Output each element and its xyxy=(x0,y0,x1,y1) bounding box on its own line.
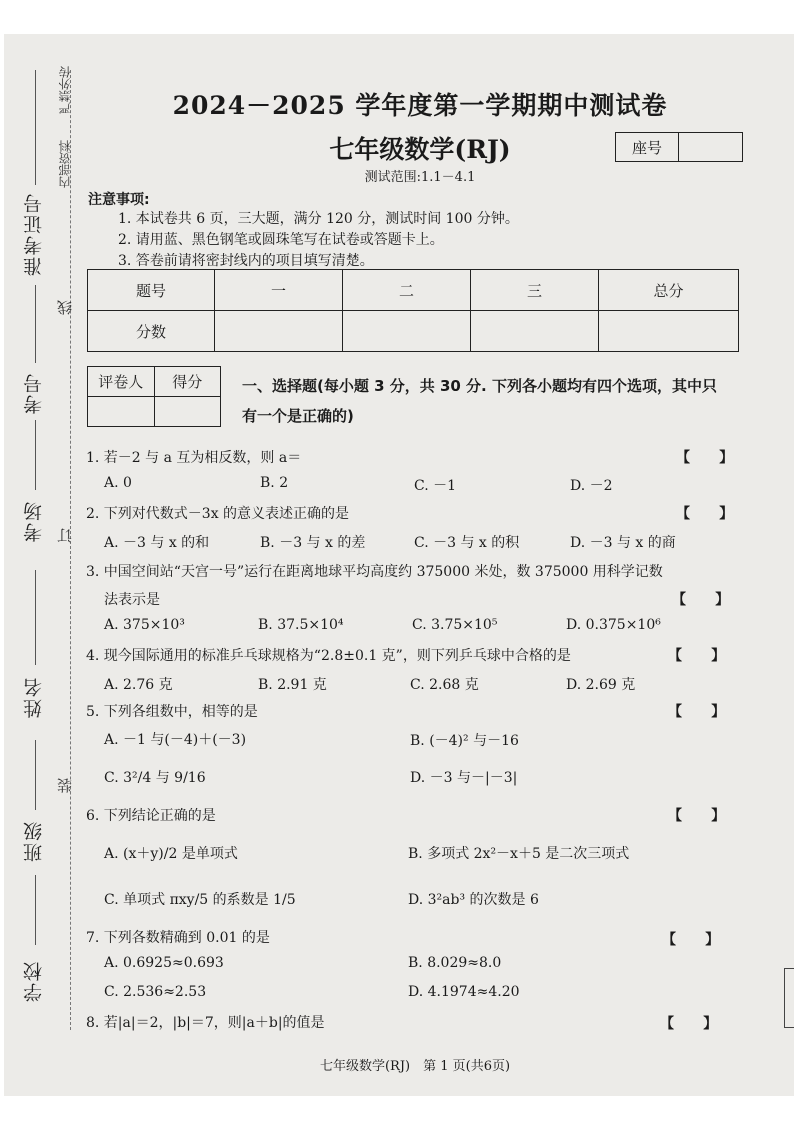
score-table xyxy=(87,269,739,352)
answer-bracket[interactable]: 【 】 xyxy=(660,1016,718,1032)
seat-number-field[interactable] xyxy=(679,133,742,161)
page-edge-mark xyxy=(784,968,794,1028)
option: A. (x＋y)/2 是单项式 xyxy=(104,846,238,862)
section-one-heading xyxy=(242,371,738,431)
option: D. 4.1974≈4.20 xyxy=(408,984,520,1000)
option: C. 2.68 克 xyxy=(410,677,479,693)
class-label: 班级 xyxy=(23,820,45,862)
option: B. (－4)² 与－16 xyxy=(410,733,519,749)
page-footer: 七年级数学(RJ) 第 1 页(共6页) xyxy=(319,1059,511,1074)
option: A. 0.6925≈0.693 xyxy=(104,955,224,971)
option: C. －3 与 x 的积 xyxy=(414,535,520,551)
option: D. 0.375×10⁶ xyxy=(566,617,661,633)
option: A. 0 xyxy=(104,475,132,491)
option: B. 2 xyxy=(260,475,289,491)
option: B. －3 与 x 的差 xyxy=(260,535,366,551)
grader-reviewer-label: 评卷人 xyxy=(88,367,155,397)
room-blank xyxy=(35,420,36,490)
question-8-stem: 8. 若|a|＝2，|b|＝7，则|a＋b|的值是 xyxy=(86,1015,325,1031)
option: B. 8.029≈8.0 xyxy=(408,955,502,971)
question-7-stem: 7. 下列各数精确到 0.01 的是 xyxy=(86,930,270,946)
section-one-line-2: 有一个是正确的) xyxy=(242,407,354,425)
seat-number-label: 座号 xyxy=(616,133,679,161)
score-header-cell: 三 xyxy=(471,270,599,311)
notice-item-3: 3. 答卷前请将密封线内的项目填写清楚。 xyxy=(118,253,374,269)
score-cell[interactable] xyxy=(343,311,471,352)
name-label: 姓名 xyxy=(23,676,45,718)
school-label: 学校 xyxy=(23,960,45,1002)
answer-bracket[interactable]: 【 】 xyxy=(672,592,730,608)
question-3-stem-cont: 法表示是 xyxy=(104,592,160,608)
option: A. 2.76 克 xyxy=(104,677,173,693)
answer-bracket[interactable]: 【 】 xyxy=(676,506,734,522)
seal-char-xian: 线 xyxy=(56,300,74,315)
score-row-label: 分数 xyxy=(88,311,215,352)
exam-no-label: 考号 xyxy=(23,372,45,414)
option: B. 多项式 2x²－x＋5 是二次三项式 xyxy=(408,846,630,862)
option: C. 3.75×10⁵ xyxy=(412,617,498,633)
score-header-cell: 一 xyxy=(215,270,343,311)
option: C. 2.536≈2.53 xyxy=(104,984,207,1000)
exam-title: 2024－2025 学年度第一学期期中测试卷 xyxy=(172,91,668,120)
grader-score-field[interactable] xyxy=(154,397,221,427)
option: D. 3²ab³ 的次数是 6 xyxy=(408,892,539,908)
score-cell[interactable] xyxy=(599,311,739,352)
school-blank xyxy=(35,875,36,945)
ticket-label: 准考证号 xyxy=(23,192,45,276)
grader-score-label: 得分 xyxy=(154,367,221,397)
question-2-stem: 2. 下列对代数式－3x 的意义表述正确的是 xyxy=(86,506,350,522)
question-1-stem: 1. 若－2 与 a 互为相反数，则 a＝ xyxy=(86,450,302,466)
score-cell[interactable] xyxy=(215,311,343,352)
score-cell[interactable] xyxy=(471,311,599,352)
answer-bracket[interactable]: 【 】 xyxy=(662,932,720,948)
option: D. －3 与 x 的商 xyxy=(570,535,676,551)
question-5-stem: 5. 下列各组数中，相等的是 xyxy=(86,704,258,720)
answer-bracket[interactable]: 【 】 xyxy=(668,808,726,824)
score-header-cell: 总分 xyxy=(599,270,739,311)
question-4-stem: 4. 现今国际通用的标准乒乓球规格为“2.8±0.1 克”，则下列乒乓球中合格的是 xyxy=(86,648,571,664)
notice-item-2: 2. 请用蓝、黑色钢笔或圆珠笔写在试卷或答题卡上。 xyxy=(118,232,444,248)
answer-bracket[interactable]: 【 】 xyxy=(668,648,726,664)
no-spread-note: 严禁外传 xyxy=(58,66,72,114)
option: B. 37.5×10⁴ xyxy=(258,617,344,633)
question-3-stem: 3. 中国空间站“天宫一号”运行在距离地球平均高度约 375000 米处，数 375000 用科学记数 xyxy=(86,564,663,580)
ticket-blank xyxy=(35,70,36,185)
notice-item-1: 1. 本试卷共 6 页，三大题，满分 120 分，测试时间 100 分钟。 xyxy=(118,211,519,227)
room-label: 考场 xyxy=(23,500,45,542)
exam-subtitle: 七年级数学(RJ) xyxy=(329,135,511,164)
internal-material-note: 内部资料 xyxy=(58,140,72,188)
grader-reviewer-field[interactable] xyxy=(88,397,155,427)
test-range: 测试范围:1.1－4.1 xyxy=(364,170,476,185)
section-one-line-1: 一、选择题(每小题 3 分，共 30 分. 下列各小题均有四个选项，其中只 xyxy=(242,377,717,395)
grader-box xyxy=(87,366,221,427)
option: A. －1 与(－4)＋(－3) xyxy=(104,732,247,748)
option: D. 2.69 克 xyxy=(566,677,636,693)
seal-char-ding: 订 xyxy=(56,528,74,543)
notice-title: 注意事项: xyxy=(88,192,150,208)
option: C. 3²/4 与 9/16 xyxy=(104,770,206,786)
option: C. 单项式 πxy/5 的系数是 1/5 xyxy=(104,892,296,908)
option: D. －2 xyxy=(570,478,613,494)
question-6-stem: 6. 下列结论正确的是 xyxy=(86,808,216,824)
option: D. －3 与－|－3| xyxy=(410,770,518,786)
option: C. －1 xyxy=(414,478,457,494)
name-blank xyxy=(35,570,36,665)
class-blank xyxy=(35,740,36,810)
seat-number-box xyxy=(615,132,743,162)
score-header-cell: 二 xyxy=(343,270,471,311)
option: A. －3 与 x 的和 xyxy=(104,535,210,551)
option: A. 375×10³ xyxy=(104,617,185,633)
option: B. 2.91 克 xyxy=(258,677,327,693)
answer-bracket[interactable]: 【 】 xyxy=(668,704,726,720)
score-header-cell: 题号 xyxy=(88,270,215,311)
seal-char-zhuang: 装 xyxy=(56,778,74,793)
answer-bracket[interactable]: 【 】 xyxy=(676,450,734,466)
exam-no-blank xyxy=(35,285,36,363)
seal-line xyxy=(70,70,71,1030)
